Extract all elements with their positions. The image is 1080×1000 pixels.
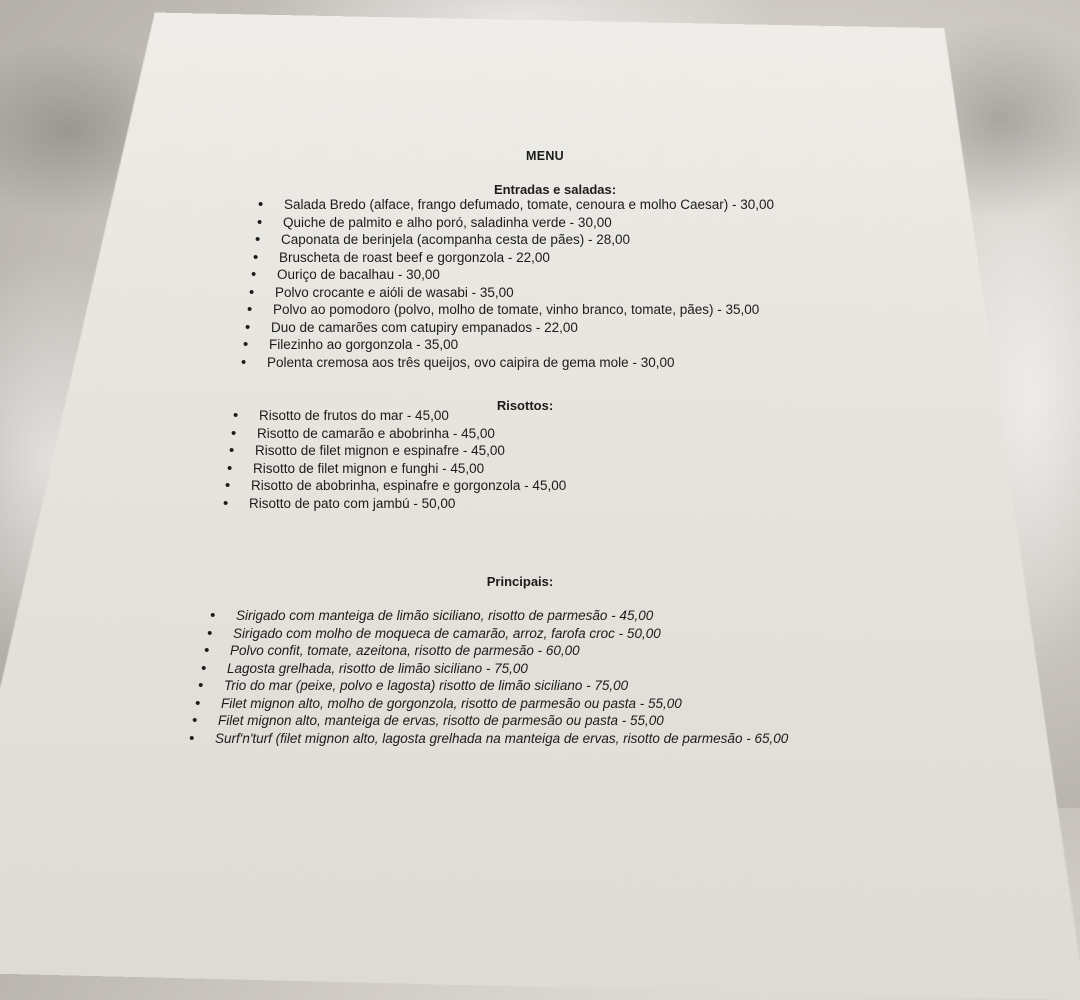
list-item: • Risotto de filet mignon e espinafre - 45,00 [227,442,566,460]
list-item: • Ouriço de bacalhau - 30,00 [249,266,774,284]
list-risottos [228,407,566,512]
list-principais [204,607,815,747]
list-item: • Sirigado com manteiga de limão siciliano, risotto de parmesão - 45,00 [208,607,815,625]
list-item: • Salada Bredo (alface, frango defumado, tomate, cenoura e molho Caesar) - 30,00 [256,196,774,214]
section-heading-principais: Principais: [486,574,554,589]
list-item: • Trio do mar (peixe, polvo e lagosta) risotto de limão siciliano - 75,00 [196,677,815,695]
list-item: • Risotto de filet mignon e funghi - 45,00 [225,460,566,478]
list-item: • Polvo crocante e aióli de wasabi - 35,00 [247,284,774,302]
list-entradas [253,196,774,371]
list-item: • Bruscheta de roast beef e gorgonzola - 22,00 [251,249,774,267]
list-item: • Filet mignon alto, manteiga de ervas, risotto de parmesão ou pasta - 55,00 [190,712,815,730]
list-item: • Filet mignon alto, molho de gorgonzola, risotto de parmesão ou pasta - 55,00 [193,695,815,713]
menu-title: MENU [525,149,564,163]
list-item: • Polvo confit, tomate, azeitona, risotto de parmesão - 60,00 [202,642,815,660]
list-item: • Duo de camarões com catupiry empanados - 22,00 [243,319,774,337]
list-item: • Risotto de frutos do mar - 45,00 [231,407,566,425]
list-item: • Risotto de pato com jambú - 50,00 [221,495,566,513]
list-item: • Filezinho ao gorgonzola - 35,00 [241,336,774,354]
list-item: • Quiche de palmito e alho poró, saladinha verde - 30,00 [255,214,774,232]
list-item: • Polvo ao pomodoro (polvo, molho de tomate, vinho branco, tomate, pães) - 35,00 [245,301,774,319]
list-item: • Polenta cremosa aos três queijos, ovo caipira de gema mole - 30,00 [239,354,774,372]
list-item: • Sirigado com molho de moqueca de camarão, arroz, farofa croc - 50,00 [205,625,815,643]
list-item: • Risotto de camarão e abobrinha - 45,00 [229,425,566,443]
section-heading-risottos: Risottos: [496,398,554,413]
list-item: • Surf'n'turf (filet mignon alto, lagosta grelhada na manteiga de ervas, risotto de parmesão - 65,00 [187,730,815,748]
section-heading-entradas: Entradas e saladas: [493,182,617,197]
list-item: • Lagosta grelhada, risotto de limão siciliano - 75,00 [199,660,815,678]
list-item: • Caponata de berinjela (acompanha cesta de pães) - 28,00 [253,231,774,249]
list-item: • Risotto de abobrinha, espinafre e gorgonzola - 45,00 [223,477,566,495]
